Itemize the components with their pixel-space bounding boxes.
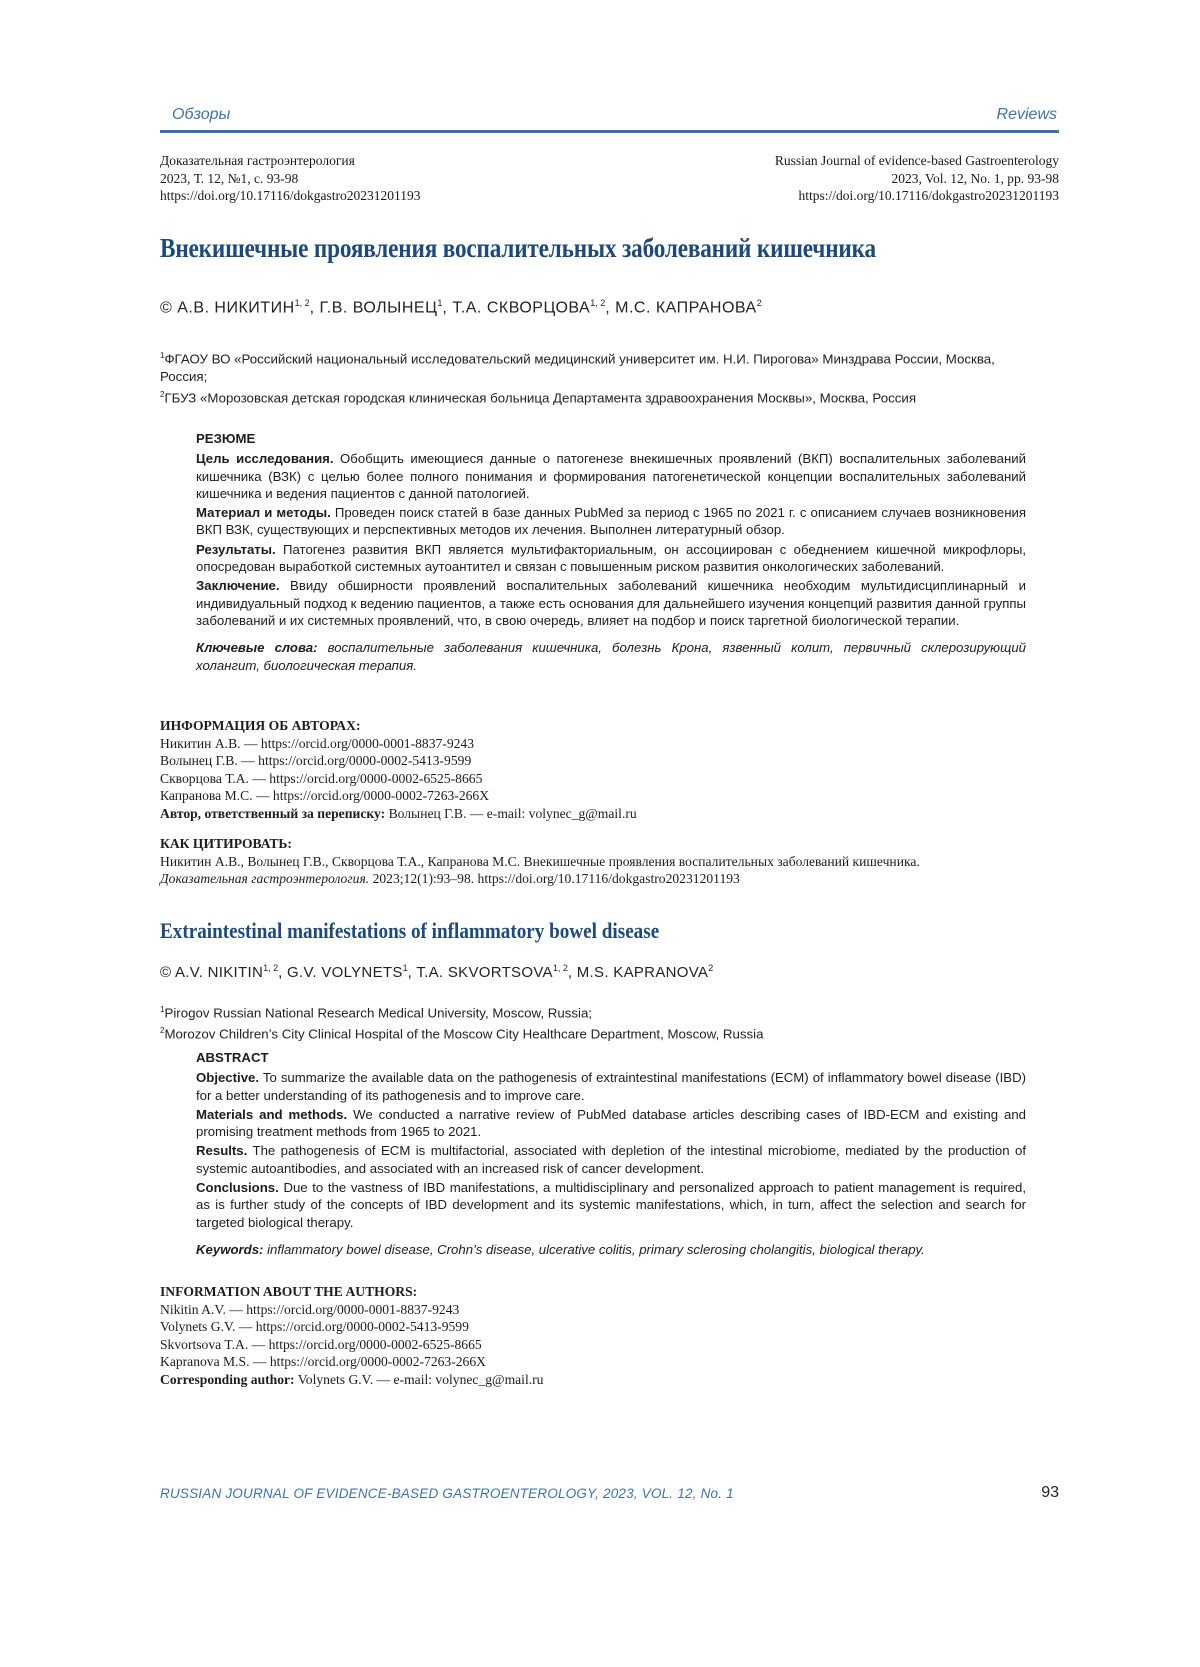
affiliation: $^1$ФГАОУ ВО «Российский национальный исследовательский медицинский университет им. Н.И. Пирогова» Минздрава России, Москва, Россия; <box>160 351 995 385</box>
abstract-methods: Materials and methods. We conducted a narrative review of PubMed database articles describing cases of IBD-ECM and existing and promising treatment methods from 1965 to 2021. <box>196 1106 1026 1140</box>
abstract-heading: РЕЗЮМЕ <box>196 431 256 446</box>
journal-issue: 2023, Vol. 12, No. 1, pp. 93-98 <box>891 170 1059 186</box>
orcid-line: Nikitin A.V. — https://orcid.org/0000-0001-8837-9243 <box>160 1301 460 1317</box>
abstract-objective: Цель исследования. Обобщить имеющиеся данные о патогенезе внекишечных проявлений (ВКП) воспалительных заболеваний кишечника (ВЗК) с целью более полного понимания и формирования патогенетической концепции воспалительных заболеваний кишечника и ведения пациентов с данной патологией. <box>196 451 1026 501</box>
orcid-line: Капранова М.С. — https://orcid.org/0000-0002-7263-266X <box>160 788 490 804</box>
doi-link[interactable]: https://doi.org/10.17116/dokgastro20231201193 <box>160 188 421 203</box>
affiliations-ru <box>160 347 1040 408</box>
journal-issue: 2023, Т. 12, №1, с. 93-98 <box>160 170 299 186</box>
header-rule <box>160 130 1059 133</box>
abstract-ru <box>196 430 1026 676</box>
section-heading: INFORMATION ABOUT THE AUTHORS: <box>160 1284 418 1299</box>
running-header <box>160 106 1059 132</box>
keywords: Keywords: inflammatory bowel disease, Crohn’s disease, ulcerative colitis, primary sclerosing cholangitis, biological therapy. <box>196 1241 925 1257</box>
corresponding-author: Автор, ответственный за переписку: Волынец Г.В. — e-mail: volynec_g@mail.ru <box>160 805 637 821</box>
author: A.V. NIKITIN <box>175 964 264 981</box>
author: T.A. SKVORTSOVA <box>416 964 553 981</box>
author: Т.А. СКВОРЦОВА <box>452 299 591 317</box>
doi-link[interactable]: https://doi.org/10.17116/dokgastro20231201193 <box>798 188 1059 203</box>
section-label-en: Reviews <box>996 106 1057 123</box>
orcid-line: Volynets G.V. — https://orcid.org/0000-0002-5413-9599 <box>160 1319 469 1335</box>
citation-ru <box>160 835 1060 888</box>
footer-journal: RUSSIAN JOURNAL OF EVIDENCE-BASED GASTROENTEROLOGY, 2023, VOL. 12, No. 1 <box>160 1486 734 1501</box>
orcid-line: Скворцова Т.А. — https://orcid.org/0000-0002-6525-8665 <box>160 770 483 786</box>
article-title-en: Extraintestinal manifestations of inflammatory bowel disease <box>160 918 660 943</box>
section-heading: КАК ЦИТИРОВАТЬ: <box>160 836 292 851</box>
article-title-ru: Внекишечные проявления воспалительных заболеваний кишечника <box>160 233 876 263</box>
abstract-methods: Материал и методы. Проведен поиск статей в базе данных PubMed за период с 1965 по 2021 г. с описанием случаев возникновения ВКП ВЗК, существующих и перспективных методов их лечения. Выполнен литературный обзор. <box>196 505 1026 538</box>
journal-info-en <box>775 152 1059 205</box>
orcid-line: Skvortsova T.A. — https://orcid.org/0000-0002-6525-8665 <box>160 1336 482 1352</box>
keywords: Ключевые слова: воспалительные заболевания кишечника, болезнь Крона, язвенный колит, первичный склерозирующий холангит, биологическая терапия. <box>196 640 1026 673</box>
abstract-results: Результаты. Патогенез развития ВКП является мультифакториальным, он ассоциирован с обеднением кишечной микрофлоры, опосредован выработкой системных аутоантител и связан с повышенным риском развития онкологических заболеваний. <box>196 541 1027 575</box>
author-info-ru <box>160 717 1060 823</box>
author-list-ru: © А.В. НИКИТИН$^{1, 2}$, Г.В. ВОЛЫНЕЦ$^1$, Т.А. СКВОРЦОВА$^{1, 2}$, М.С. КАПРАНОВА$^2$ <box>160 298 762 317</box>
author: А.В. НИКИТИН <box>177 299 295 317</box>
orcid-line: Kapranova M.S. — https://orcid.org/0000-0002-7263-266X <box>160 1354 486 1370</box>
author: M.S. KAPRANOVA <box>576 964 709 981</box>
abstract-objective: Objective. To summarize the available data on the pathogenesis of extraintestinal manifestations (ECM) of inflammatory bowel disease (IBD) for a better understanding of its pathogenesis and to improve care. <box>196 1070 1026 1103</box>
section-heading: ИНФОРМАЦИЯ ОБ АВТОРАХ: <box>160 718 361 733</box>
page-number: 93 <box>1041 1484 1059 1501</box>
affiliation: $^1$Pirogov Russian National Research Medical University, Moscow, Russia; <box>160 1005 593 1021</box>
abstract-results: Results. The pathogenesis of ECM is multifactorial, associated with depletion of the intestinal microbiome, mediated by the production of systemic autoantibodies, and associated with an increased risk of cancer development. <box>196 1143 1026 1176</box>
author: Г.В. ВОЛЫНЕЦ <box>319 299 438 317</box>
orcid-line: Никитин А.В. — https://orcid.org/0000-0001-8837-9243 <box>160 735 475 751</box>
author: М.С. КАПРАНОВА <box>615 299 757 317</box>
journal-info-ru <box>160 152 421 205</box>
orcid-line: Волынец Г.В. — https://orcid.org/0000-0002-5413-9599 <box>160 753 472 769</box>
abstract-conclusion: Conclusions. Due to the vastness of IBD manifestations, a multidisciplinary and personalized approach to patient management is required, as is further study of the concepts of IBD development and its systemic manifestations, which, in turn, affect the selection and search for targeted biological therapy. <box>196 1180 1026 1230</box>
citation-text: Никитин А.В., Волынец Г.В., Скворцова Т.А., Капранова М.С. Внекишечные проявления воспалительных заболеваний кишечника. <box>160 853 920 869</box>
abstract-heading: ABSTRACT <box>196 1050 269 1065</box>
corresponding-author: Corresponding author: Volynets G.V. — e-mail: volynec_g@mail.ru <box>160 1371 544 1387</box>
abstract-conclusion: Заключение. Ввиду обширности проявлений воспалительных заболеваний кишечника необходим мультидисциплинарный и индивидуальный подход к ведению пациентов, а также есть основания для дальнейшего изучения концепций развития данной группы заболеваний и их системных проявлений, что, в свою очередь, влияет на подбор и поиск таргетной биологической терапии. <box>196 578 1026 628</box>
affiliation: $^2$ГБУЗ «Морозовская детская городская клиническая больница Департамента здравоохранения Москвы», Москва, Россия <box>160 390 917 406</box>
affiliation: $^2$Morozov Children’s City Clinical Hospital of the Moscow City Healthcare Department, Moscow, Russia <box>160 1026 764 1042</box>
author-list-en: © A.V. NIKITIN$^{1, 2}$, G.V. VOLYNETS$^1$, T.A. SKVORTSOVA$^{1, 2}$, M.S. KAPRANOVA$^2$ <box>160 963 714 981</box>
journal-name: Russian Journal of evidence-based Gastroenterology <box>774 153 1059 168</box>
author: G.V. VOLYNETS <box>287 964 403 981</box>
citation-source: Доказательная гастроэнтерология. 2023;12(1):93–98. https://doi.org/10.17116/dokgastro20231201193 <box>160 871 740 887</box>
journal-name: Доказательная гастроэнтерология <box>160 153 355 168</box>
affiliations-en <box>160 1001 1040 1044</box>
section-label: Обзоры <box>172 106 231 123</box>
author-info-en <box>160 1283 1060 1389</box>
abstract-en <box>196 1049 1026 1260</box>
